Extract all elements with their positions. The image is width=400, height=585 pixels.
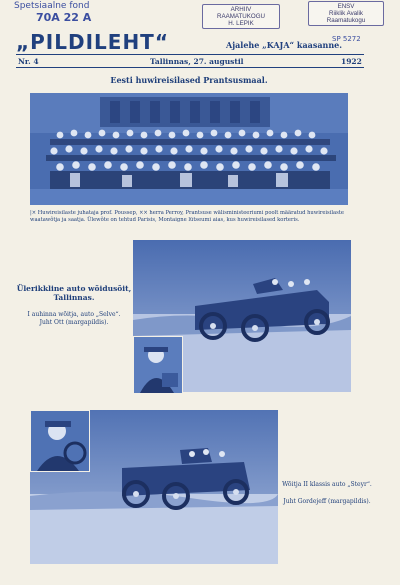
archival-note-top-left: [14, 0, 164, 24]
archive-stamp-right: [308, 1, 384, 26]
newspaper-title: „PILDILEHT“: [16, 30, 169, 54]
article2-title: Ülerikkline auto wõidusõit, Tallinnas.: [16, 284, 132, 303]
article1-caption: |× Huwireisilaste juhataja prof. Poussep, ×× herra Perroy, Prantsuse wälisministeeriumi poolt määratud huwireisilaste waatawõtja ja saatja. Ülewõte on tehtud Parisis, Montaigne lütseumi aias, kus huwireisilased korteris.: [30, 210, 344, 223]
issue-year: 1922: [341, 57, 362, 66]
driver-portrait-1-art: [134, 337, 182, 393]
archive-stamp-center: [202, 4, 280, 29]
newspaper-tagline: Ajalehe „KAJA“ kaasanne.: [226, 40, 343, 50]
masthead-rule-bottom: [16, 67, 364, 68]
stamp-right-line-1: ENSV: [337, 3, 355, 10]
group-photo-art: [30, 93, 348, 205]
stamp-line-1: ARHIIV: [230, 6, 252, 13]
article2-caption-line1: I auhinna wõitja, auto „Selve“.: [27, 311, 121, 318]
stamp-right-line-2: Riiklik Avalik: [329, 10, 363, 18]
driver-portrait-2: [30, 410, 90, 472]
article1-title: Eesti huwireisilased Prantsusmaal.: [110, 75, 268, 85]
masthead-rule-top: [16, 54, 364, 55]
issue-number: Nr. 4: [18, 57, 39, 66]
article2-caption-line2: Juht Ott (margapildis).: [39, 319, 109, 326]
archival-note-code: 70A 22 A: [36, 10, 92, 24]
dateline: Tallinnas, 27. augustil: [150, 57, 244, 66]
stamp-right-line-3: Raamatukogu: [326, 17, 366, 25]
group-photo: [30, 93, 348, 205]
article3-caption-line1: Wõitja II klassis auto „Steyr“.: [282, 481, 372, 488]
article3-caption-line2: Juht Gordejeff (margapildis).: [283, 498, 371, 505]
driver-portrait-2-art: [31, 411, 89, 471]
stamp-line-3: H. LEPIK: [228, 20, 254, 28]
stamp-line-2: RAAMATUKOGU: [216, 13, 265, 21]
archival-note-label: Spetsiaalne fond: [14, 1, 90, 11]
archival-side-code: SP 5272: [332, 35, 361, 43]
driver-portrait-1: [133, 336, 183, 394]
